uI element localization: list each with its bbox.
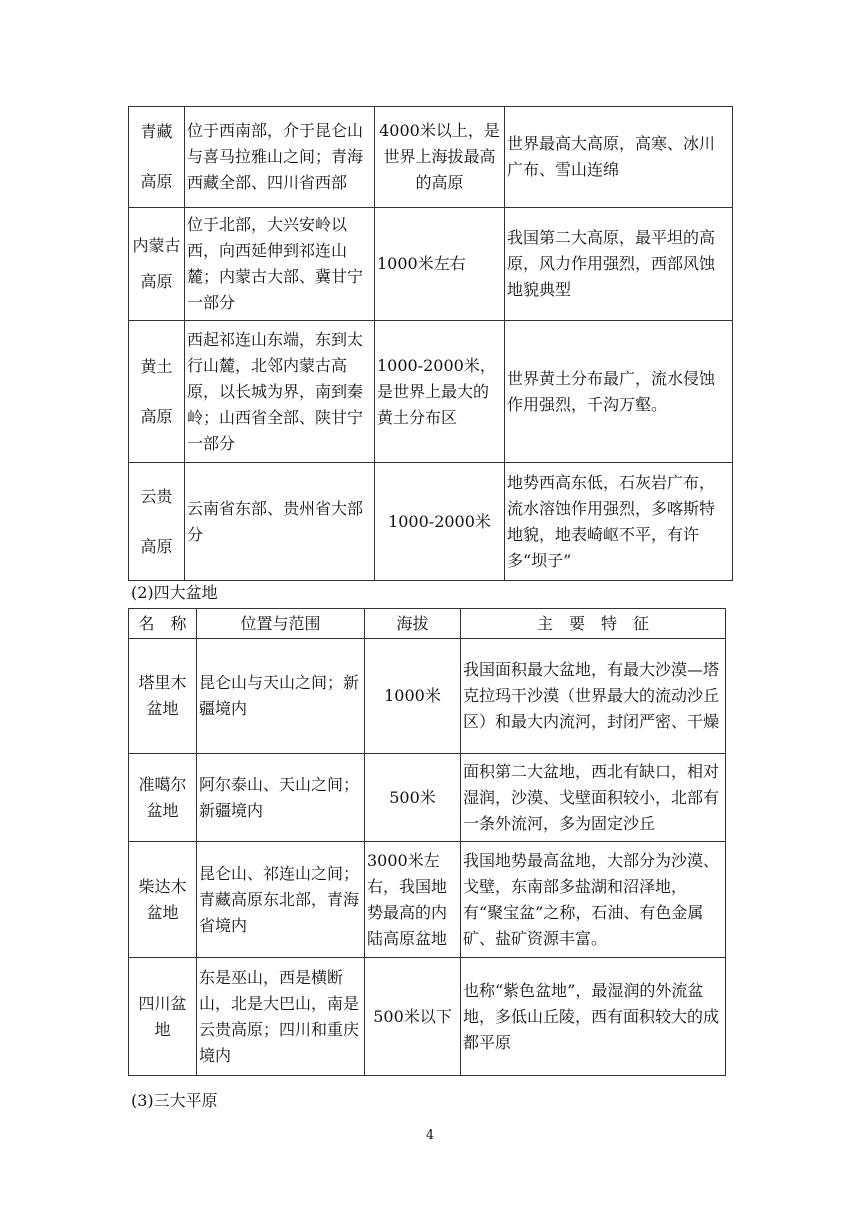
table-row [129,321,733,463]
table-row [129,639,726,754]
basin-location: 昆仑山、祁连山之间；青藏高原东北部，青海省境内 [197,842,365,958]
table-row [129,754,726,842]
basins-heading: (2)四大盆地 [131,583,218,602]
basin-name: 准噶尔盆地 [129,754,197,842]
plateau-features: 地势西高东低，石灰岩广布，流水溶蚀作用强烈，多喀斯特地貌，地表崎岖不平，有许多“坝子” [505,463,733,581]
plateau-name: 黄土 高原 [129,321,185,463]
basin-altitude: 500米 [365,754,461,842]
basin-altitude: 500米以下 [365,958,461,1076]
basin-altitude: 3000米左右，我国地势最高的内陆高原盆地 [365,842,461,958]
plateau-altitude: 1000-2000米，是世界上最大的黄土分布区 [375,321,505,463]
column-header-altitude: 海拔 [365,609,461,639]
plateau-name: 内蒙古 高原 [129,208,185,321]
basin-name: 四川盆地 [129,958,197,1076]
plateau-features: 世界最高大高原，高寒、冰川广布、雪山连绵 [505,107,733,208]
basin-features: 也称“紫色盆地”，最湿润的外流盆地，多低山丘陵，西有面积较大的成都平原 [461,958,726,1076]
basins-table [128,608,726,1076]
basin-location: 阿尔泰山、天山之间；新疆境内 [197,754,365,842]
column-header-features: 主 要 特 征 [461,609,726,639]
basin-location: 东是巫山，西是横断山，北是大巴山，南是云贵高原；四川和重庆境内 [197,958,365,1076]
plateau-altitude: 4000米以上，是世界上海拔最高的高原 [375,107,505,208]
plains-heading: (3)三大平原 [131,1091,218,1110]
table-row [129,958,726,1076]
plateau-location: 位于北部，大兴安岭以西，向西延伸到祁连山麓；内蒙古大部、冀甘宁一部分 [185,208,375,321]
basin-location: 昆仑山与天山之间；新疆境内 [197,639,365,754]
plateau-location: 云南省东部、贵州省大部分 [185,463,375,581]
basin-features: 我国地势最高盆地，大部分为沙漠、戈壁，东南部多盐湖和沼泽地，有“聚宝盆”之称，石油、有色金属矿、盐矿资源丰富。 [461,842,726,958]
plateau-location: 位于西南部，介于昆仑山与喜马拉雅山之间；青海西藏全部、四川省西部 [185,107,375,208]
table-row [129,208,733,321]
column-header-location: 位置与范围 [197,609,365,639]
plateau-name: 云贵 高原 [129,463,185,581]
table-row [129,107,733,208]
basin-name: 塔里木盆地 [129,639,197,754]
plateau-features: 世界黄土分布最广，流水侵蚀作用强烈，千沟万壑。 [505,321,733,463]
basin-name: 柴达木盆地 [129,842,197,958]
page-number: 4 [425,1128,435,1143]
plateau-features: 我国第二大高原，最平坦的高原，风力作用强烈，西部风蚀地貌典型 [505,208,733,321]
plateau-name: 青藏 高原 [129,107,185,208]
basin-altitude: 1000米 [365,639,461,754]
basin-features: 我国面积最大盆地，有最大沙漠—塔克拉玛干沙漠（世界最大的流动沙丘区）和最大内流河，封闭严密、干燥 [461,639,726,754]
column-header-name: 名 称 [129,609,197,639]
table-row [129,842,726,958]
plateaus-table [128,106,733,581]
plateau-altitude: 1000米左右 [375,208,505,321]
plateau-altitude: 1000-2000米 [375,463,505,581]
table-row [129,463,733,581]
table-header-row [129,609,726,639]
basin-features: 面积第二大盆地，西北有缺口，相对湿润，沙漠、戈壁面积较小，北部有一条外流河，多为固定沙丘 [461,754,726,842]
plateau-location: 西起祁连山东端，东到太行山麓，北邻内蒙古高原，以长城为界，南到秦岭；山西省全部、陕甘宁一部分 [185,321,375,463]
